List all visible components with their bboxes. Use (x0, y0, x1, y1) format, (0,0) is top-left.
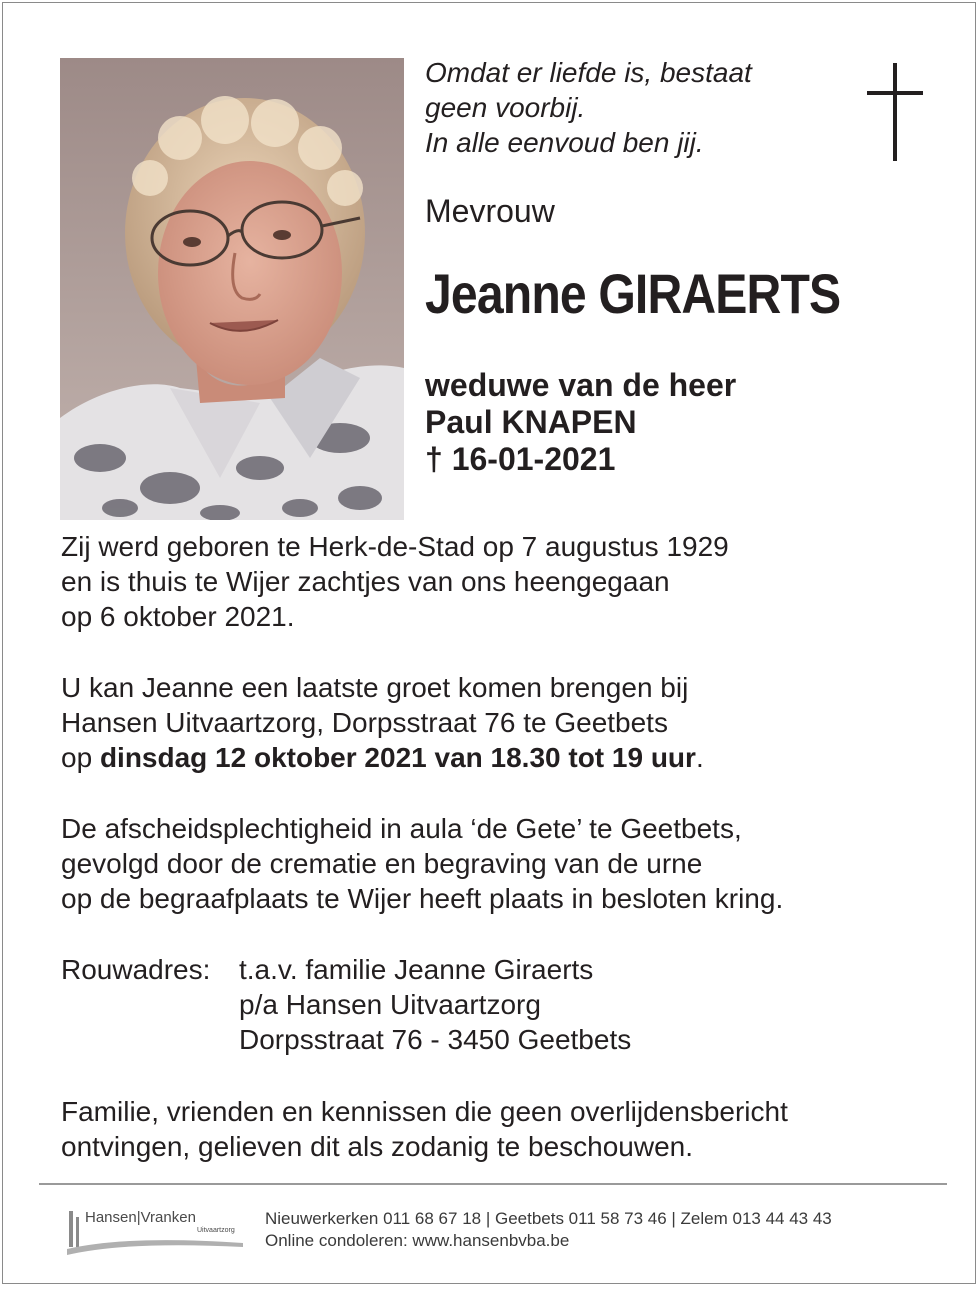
address-row (61, 1022, 631, 1057)
paragraph-line: U kan Jeanne een laatste groet komen brengen bij (61, 672, 689, 703)
mourning-address (61, 952, 631, 1057)
footer-divider (39, 1183, 947, 1185)
paragraph-line: De afscheidsplechtigheid in aula ‘de Gete’ te Geetbets, (61, 813, 742, 844)
contact-info (265, 1208, 832, 1252)
obituary-card (2, 2, 976, 1284)
logo-text: Hansen|Vranken (85, 1209, 196, 1226)
address-line: p/a Hansen Uitvaartzorg (239, 989, 541, 1020)
poem-line: Omdat er liefde is, bestaat (425, 57, 752, 88)
visit-prefix: op (61, 742, 100, 773)
paragraph-line: op 6 oktober 2021. (61, 601, 295, 632)
paragraph-line: op de begraafplaats te Wijer heeft plaats in besloten kring. (61, 883, 784, 914)
widow-line: weduwe van de heer (425, 367, 737, 403)
spouse-death-date: † 16-01-2021 (425, 441, 616, 477)
birth-paragraph (61, 529, 729, 634)
paragraph-line: ontvingen, gelieven dit als zodanig te beschouwen. (61, 1131, 693, 1162)
closing-paragraph (61, 1094, 788, 1164)
portrait-illustration (60, 58, 404, 520)
paragraph-line: gevolgd door de crematie en begraving van de urne (61, 848, 703, 879)
paragraph-line: Hansen Uitvaartzorg, Dorpsstraat 76 te Geetbets (61, 707, 668, 738)
address-line: t.a.v. familie Jeanne Giraerts (239, 954, 594, 985)
honorific: Mevrouw (425, 193, 555, 229)
online-condolence-link[interactable]: Online condoleren: www.hansenbvba.be (265, 1231, 570, 1250)
paragraph-line: Zij werd geboren te Herk-de-Stad op 7 augustus 1929 (61, 531, 729, 562)
deceased-name: Jeanne GIRAERTS (425, 262, 841, 325)
address-label: Rouwadres: (61, 954, 211, 985)
address-row (61, 987, 631, 1022)
paragraph-line (61, 740, 704, 775)
widow-info (425, 367, 736, 478)
visit-paragraph (61, 670, 704, 775)
visit-datetime: dinsdag 12 oktober 2021 van 18.30 tot 19 uur (99, 742, 696, 773)
poem (425, 55, 752, 160)
paragraph-line: Familie, vrienden en kennissen die geen overlijdensbericht (61, 1096, 788, 1127)
address-line: Dorpsstraat 76 - 3450 Geetbets (239, 1024, 632, 1055)
poem-line: In alle eenvoud ben jij. (425, 127, 704, 158)
poem-line: geen voorbij. (425, 92, 586, 123)
funeral-home-logo (67, 1205, 243, 1257)
spouse-name: Paul KNAPEN (425, 404, 637, 440)
cross-icon (867, 63, 923, 161)
ceremony-paragraph (61, 811, 783, 916)
portrait-photo (60, 58, 404, 520)
logo-subtitle: Uitvaartzorg (197, 1227, 235, 1234)
address-row (61, 952, 631, 987)
paragraph-line: en is thuis te Wijer zachtjes van ons heengegaan (61, 566, 670, 597)
visit-suffix: . (695, 742, 704, 773)
phone-numbers: Nieuwerkerken 011 68 67 18 | Geetbets 011 58 73 46 | Zelem 013 44 43 43 (265, 1209, 832, 1228)
